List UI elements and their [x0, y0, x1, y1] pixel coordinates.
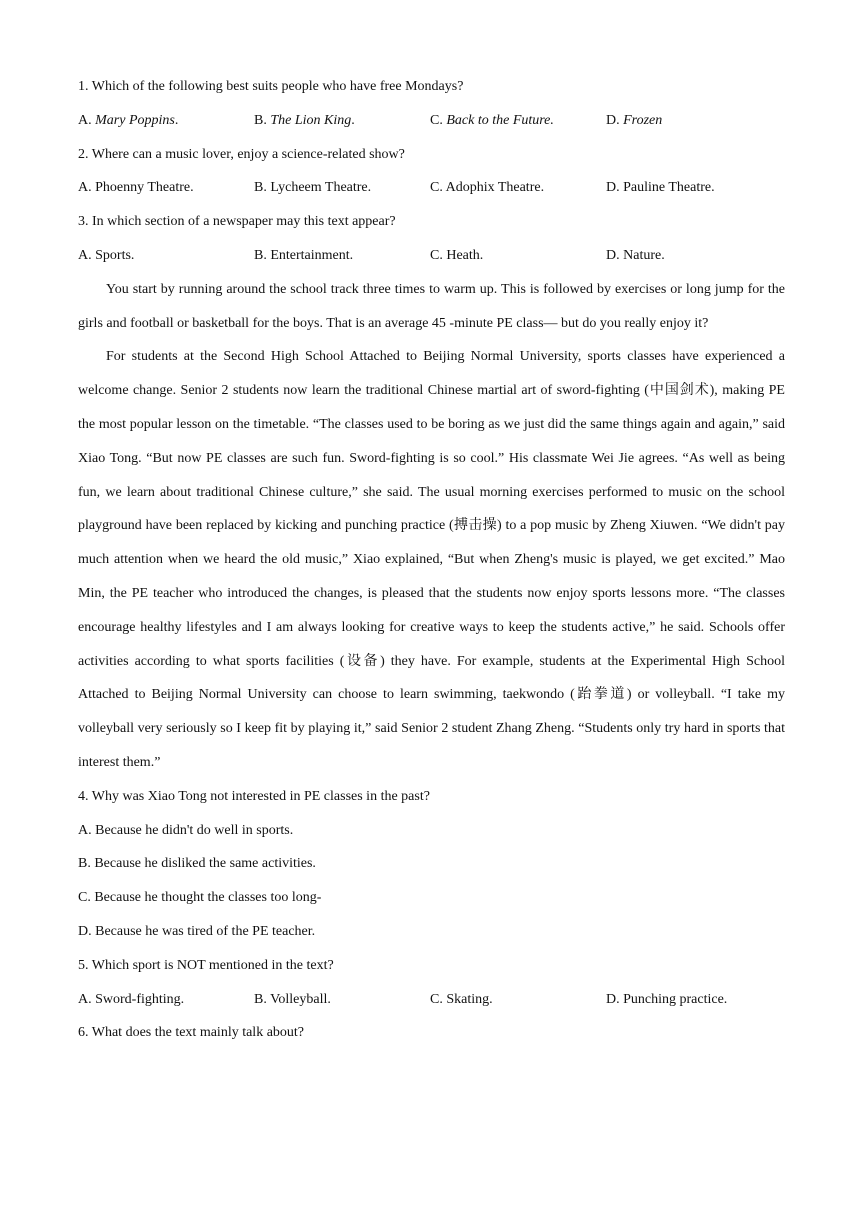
question-3-option-a: A. Sports. [78, 247, 135, 263]
question-3-option-c: C. Heath. [430, 247, 484, 263]
question-4-stem: 4. Why was Xiao Tong not interested in PE classes in the past? [78, 788, 430, 804]
question-1-option-d: D. Frozen [606, 112, 663, 128]
question-2-option-c: C. Adophix Theatre. [430, 180, 545, 196]
question-1-option-b: B. The Lion King. [254, 112, 355, 128]
question-5-option-c: C. Skating. [430, 991, 493, 1007]
passage-paragraph-2: For students at the Second High School Attached to Beijing Normal University, sports classes have experienced a welcome change. Senior 2 students now learn the traditional Chinese martial art of sword-fighting (中国剑术), making PE the most popular lesson on the timetable. “The classes used to be boring as we just did the same things again and again,” said Xiao Tong. “But now PE classes are such fun. Sword-fighting is so cool.” His classmate Wei Jie agrees. “As well as being fun, we learn about traditional Chinese culture,” she said. The usual morning exercises performed to music on the school playground have been replaced by kicking and punching practice (搏击操) to a pop music by Zheng Xiuwen. “We didn't pay much attention when we heard the old music,” Xiao explained, “But when Zheng's music is played, we get excited.” Mao Min, the PE teacher who introduced the changes, is pleased that the students now enjoy sports lessons more. “The classes encourage healthy lifestyles and I am always looking for creative ways to keep the students active,” he said. Schools offer activities according to what sports facilities (设备) they have. For example, students at the Experimental High School Attached to Beijing Normal University can choose to learn swimming, taekwondo (跆拳道) or volleyball. “I take my volleyball very seriously so I keep fit by playing it,” said Senior 2 student Zhang Zheng. “Students only try hard in sports that interest them.” [78, 349, 785, 770]
question-2-stem: 2. Where can a music lover, enjoy a science-related show? [78, 146, 405, 162]
question-4-option-a: A. Because he didn't do well in sports. [78, 822, 294, 838]
question-3-stem: 3. In which section of a newspaper may this text appear? [78, 214, 396, 230]
document-page [78, 70, 785, 1050]
question-4-option-c: C. Because he thought the classes too long- [78, 890, 322, 906]
question-5-stem: 5. Which sport is NOT mentioned in the text? [78, 957, 334, 973]
question-3-option-b: B. Entertainment. [254, 247, 354, 263]
question-6-stem: 6. What does the text mainly talk about? [78, 1025, 305, 1041]
question-2-option-d: D. Pauline Theatre. [606, 180, 715, 196]
question-2-options [78, 171, 785, 205]
question-5-option-b: B. Volleyball. [254, 991, 331, 1007]
question-2-option-a: A. Phoenny Theatre. [78, 180, 194, 196]
question-5-option-d: D. Punching practice. [606, 991, 728, 1007]
question-1-option-a: A. Mary Poppins. [78, 112, 179, 128]
question-2-option-b: B. Lycheem Theatre. [254, 180, 372, 196]
question-3-options [78, 239, 785, 273]
passage-paragraph-1: You start by running around the school track three times to warm up. This is followed by exercises or long jump for the girls and football or basketball for the boys. That is an average 45 -minute PE class— but do you really enjoy it? [78, 281, 785, 331]
question-3-option-d: D. Nature. [606, 247, 665, 263]
question-1-option-c: C. Back to the Future. [430, 112, 554, 128]
question-1-options [78, 104, 785, 138]
question-4-option-d: D. Because he was tired of the PE teacher. [78, 923, 316, 939]
question-5-options [78, 983, 785, 1017]
question-5-option-a: A. Sword-fighting. [78, 991, 185, 1007]
question-1-stem: 1. Which of the following best suits people who have free Mondays? [78, 79, 464, 94]
question-4-option-b: B. Because he disliked the same activities. [78, 856, 316, 872]
